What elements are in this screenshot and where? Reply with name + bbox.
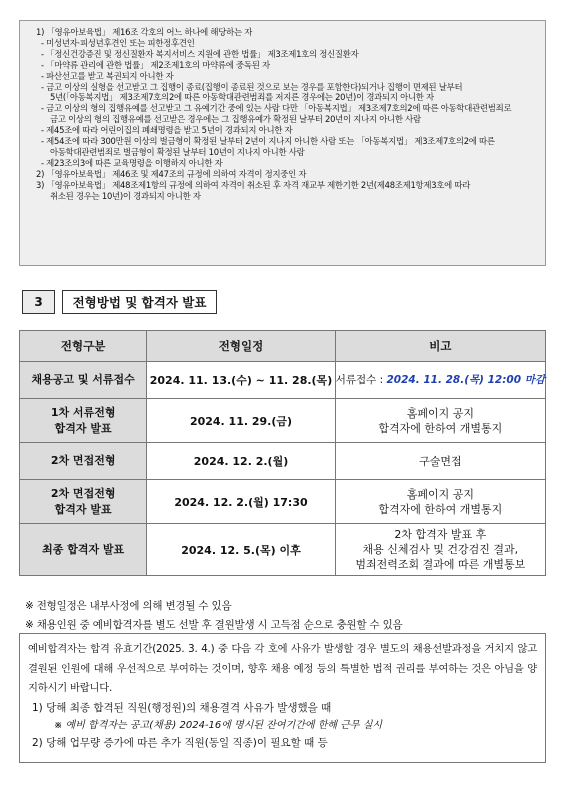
stage-label: 2차 면접전형 [50, 486, 116, 500]
remark-line: 구술면접 [419, 454, 462, 468]
stage-label: 2차 면접전형 [50, 454, 116, 467]
disqualification-line: - 제23조의3에 따른 교육명령을 이행하지 아니한 자 [41, 157, 223, 168]
remark-line: 홈페이지 공지 [406, 487, 474, 501]
disqualification-line: 아동학대관련범죄로 벌금형이 확정된 날부터 10년이 지나지 아니한 사람 [50, 146, 305, 157]
stage-label: 최종 합격자 발표 [42, 542, 125, 556]
remark-cell [335, 480, 545, 524]
stage-label: 1차 서류전형 [50, 405, 116, 419]
section-number: 3 [22, 290, 55, 314]
stage-cell [20, 362, 147, 399]
date-cell: 2024. 12. 2.(월) [147, 443, 335, 480]
table-row [20, 480, 546, 524]
remark-line: 채용 신체검사 및 건강검진 결과, [362, 543, 519, 556]
reserve-paragraph: 예비합격자는 합격 유효기간(2025. 3. 4.) 중 다음 각 호에 사유가 발생할 경우 별도의 채용선발과정을 거치지 않고 결원된 인원에 대해 우선적으로 부여하는 것이며, 향후 채용 예정 등의 특별한 법적 권리를 부여하는 것은 아님을 양지하시기 바랍니다. [28, 643, 537, 694]
disqualification-box [19, 20, 546, 266]
remark-cell [335, 399, 545, 443]
disqualification-line: - 제45조에 따라 어린이집의 폐쇄명령을 받고 5년이 경과되지 아니한 자 [41, 125, 293, 136]
date-cell: 2024. 12. 2.(월) 17:30 [147, 480, 335, 524]
reserve-item-1-note: ※ 예비 합격자는 공고(채용) 2024-16에 명시된 잔여기간에 한해 근무 실시 [54, 720, 383, 731]
schedule-table [19, 330, 546, 576]
remark-cell [335, 443, 545, 480]
remark-cell [335, 362, 545, 399]
disqualification-line: - 금고 이상의 실형을 선고받고 그 집행이 종료(집행이 종료된 것으로 보는 경우를 포함한다)되거나 집행이 면제된 날부터 [41, 81, 463, 92]
disqualification-line: - 미성년자·피성년후견인 또는 피한정후견인 [41, 37, 195, 48]
disqualification-line: - 「마약류 관리에 관한 법률」 제2조제1호의 마약류에 중독된 자 [41, 59, 270, 70]
header-stage: 전형구분 [20, 331, 147, 362]
disqualification-line: - 「정신건강증진 및 정신질환자 복지서비스 지원에 관한 법률」 제3조제1호의 정신질환자 [41, 48, 359, 59]
disqualification-line: 1) 「영유아보육법」 제16조 각호의 어느 하나에 해당하는 자 [36, 27, 253, 37]
date-cell: 2024. 12. 5.(목) 이후 [147, 524, 335, 576]
remark-line: 합격자에 한하여 개별통지 [378, 421, 503, 435]
table-row [20, 443, 546, 480]
schedule-note-1: ※ 전형일정은 내부사정에 의해 변경될 수 있음 [25, 600, 232, 612]
disqualification-line: 5년(「아동복지법」 제3조제7호의2에 따른 아동학대관련범죄를 저지른 경우에는 20년)이 경과되지 아니한 자 [50, 92, 434, 103]
section-title: 전형방법 및 합격자 발표 [62, 290, 217, 314]
disqualification-line: - 제54조에 따라 300만원 이상의 벌금형이 확정된 날부터 2년이 지나지 아니한 사람 또는 「아동복지법」 제3조제7호의2에 따른 [41, 136, 495, 147]
reserve-item-2: 2) 당해 업무량 증가에 따른 추가 직원(동일 직종)이 필요할 때 등 [32, 737, 328, 749]
section-header [22, 289, 217, 315]
date-cell: 2024. 11. 29.(금) [147, 399, 335, 443]
disqualification-line: - 파산선고를 받고 복권되지 아니한 자 [41, 70, 174, 81]
remark-prefix: 서류접수 : [335, 373, 387, 386]
schedule-note-2: ※ 채용인원 중 예비합격자를 별도 선발 후 결원발생 시 고득점 순으로 충원할 수 있음 [25, 619, 403, 631]
stage-label: 합격자 발표 [54, 502, 112, 516]
stage-cell [20, 399, 147, 443]
table-row [20, 362, 546, 399]
date-cell: 2024. 11. 13.(수) ~ 11. 28.(목) [147, 362, 335, 399]
stage-cell [20, 480, 147, 524]
stage-cell [20, 524, 147, 576]
stage-label: 채용공고 및 서류접수 [31, 373, 135, 386]
header-remark: 비고 [335, 331, 545, 362]
table-header-row [20, 331, 546, 362]
remark-line: 홈페이지 공지 [406, 406, 474, 420]
remark-cell [335, 524, 545, 576]
remark-line: 범죄전력조회 결과에 따른 개별통보 [355, 558, 526, 571]
disqualification-line: 금고 이상의 형의 집행유예를 선고받은 경우에는 그 집행유예가 확정된 날부터 20년이 지나지 아니한 사람 [50, 114, 421, 125]
header-date: 전형일정 [147, 331, 335, 362]
deadline-highlight: 2024. 11. 28.(목) 12:00 마감 [386, 373, 545, 386]
remark-line: 2차 합격자 발표 후 [394, 528, 487, 541]
remark-line: 합격자에 한하여 개별통지 [378, 502, 503, 516]
reserve-item-1: 1) 당해 최종 합격된 직원(행정원)의 채용결격 사유가 발생했을 때 [32, 701, 332, 714]
table-row [20, 399, 546, 443]
disqualification-line: 3) 「영유아보육법」 제48조제1항의 규정에 의하여 자격이 취소된 후 자격 재교부 제한기한 2년(제48조제1항제3호에 따라 [36, 179, 471, 190]
reserve-candidate-box [19, 633, 546, 763]
stage-label: 합격자 발표 [54, 421, 112, 435]
disqualification-line: - 금고 이상의 형의 집행유예를 선고받고 그 유예기간 중에 있는 사람 다만 「아동복지법」 제3조제7호의2에 따른 아동학대관련범죄로 [41, 103, 512, 114]
table-row [20, 524, 546, 576]
disqualification-line: 2) 「영유아보육법」 제46조 및 제47조의 규정에 의하여 자격이 정지중인 자 [36, 168, 307, 179]
disqualification-line: 취소된 경우는 10년)이 경과되지 아니한 자 [50, 190, 201, 201]
stage-cell [20, 443, 147, 480]
